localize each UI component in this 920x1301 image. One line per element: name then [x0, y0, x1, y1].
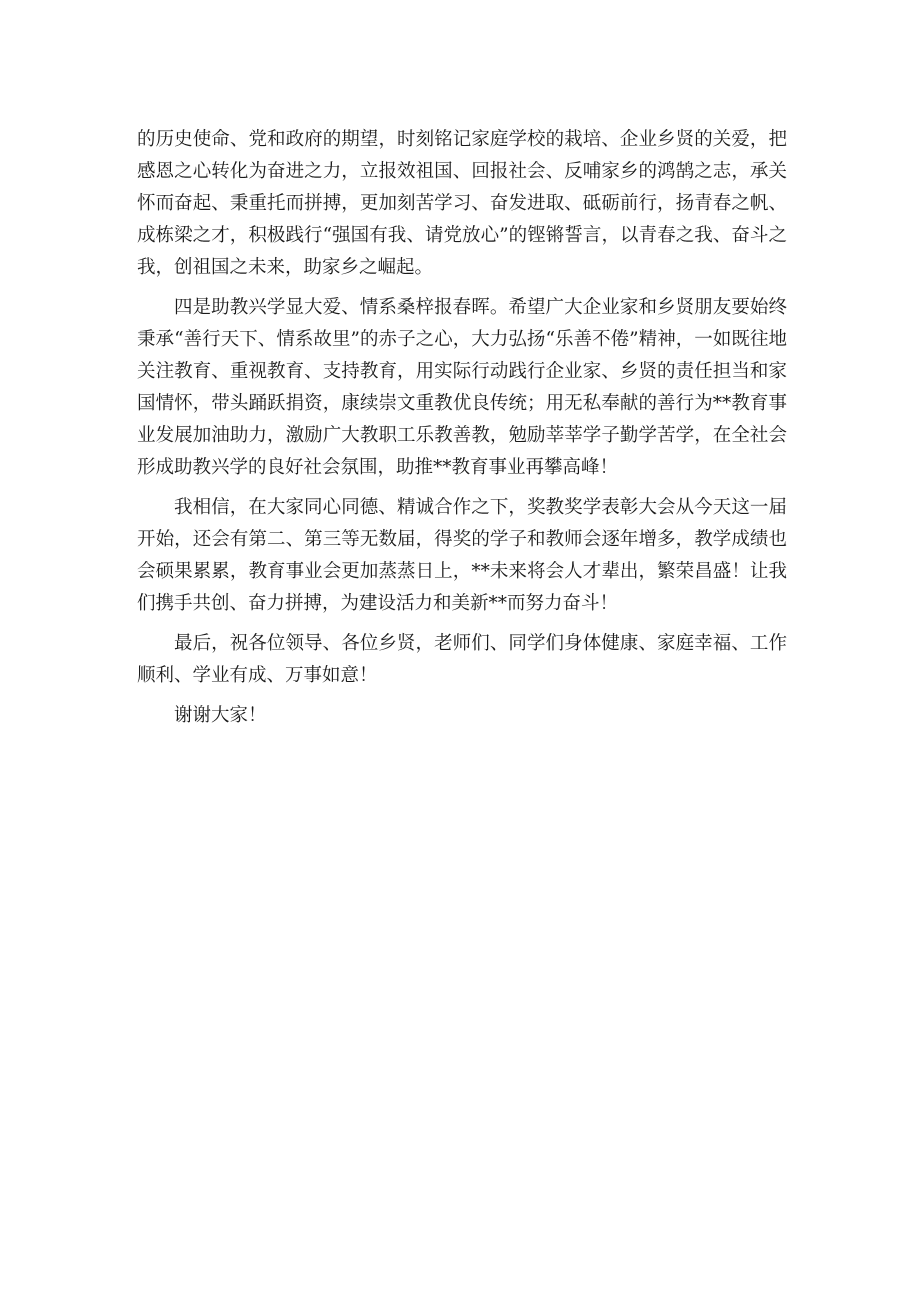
- paragraph-education-support: 四是助教兴学显大爱、情系桑梓报春晖。希望广大企业家和乡贤朋友要始终秉承“善行天下、情系故里”的赤子之心，大力弘扬“乐善不倦”精神，一如既往地关注教育、重视教育、支持教育，用实际行动践行企业家、乡贤的责任担当和家国情怀，带头踊跃捐资，康续崇文重教优良传统；用无私奉献的善行为**教育事业发展加油助力，激励广大教职工乐教善教，勉励莘莘学子勤学苦学，在全社会形成助教兴学的良好社会氛围，助推**教育事业再攀高峰！: [137, 297, 787, 478]
- document-body: [137, 124, 787, 740]
- paragraph-continuation: 的历史使命、党和政府的期望，时刻铭记家庭学校的栽培、企业乡贤的关爱，把感恩之心转化为奋进之力，立报效祖国、回报社会、反哺家乡的鸿鹄之志，承关怀而奋起、秉重托而拼搏，更加刻苦学习、奋发进取、砥砺前行，扬青春之帆、成栋梁之才，积极践行“强国有我、请党放心”的铿锵誓言，以青春之我、奋斗之我，创祖国之未来，助家乡之崛起。: [137, 129, 787, 278]
- paragraph-thanks: 谢谢大家！: [174, 705, 267, 726]
- paragraph-belief: 我相信，在大家同心同德、精诚合作之下，奖教奖学表彰大会从今天这一届开始，还会有第二、第三等无数届，得奖的学子和教师会逐年增多，教学成绩也会硕果累累，教育事业会更加蒸蒸日上，**未来将会人才辈出，繁荣昌盛！让我们携手共创、奋力拼搏，为建设活力和美新**而努力奋斗！: [137, 497, 787, 614]
- paragraph-wishes: 最后，祝各位领导、各位乡贤，老师们、同学们身体健康、家庭幸福、工作顺利、学业有成、万事如意！: [137, 633, 787, 686]
